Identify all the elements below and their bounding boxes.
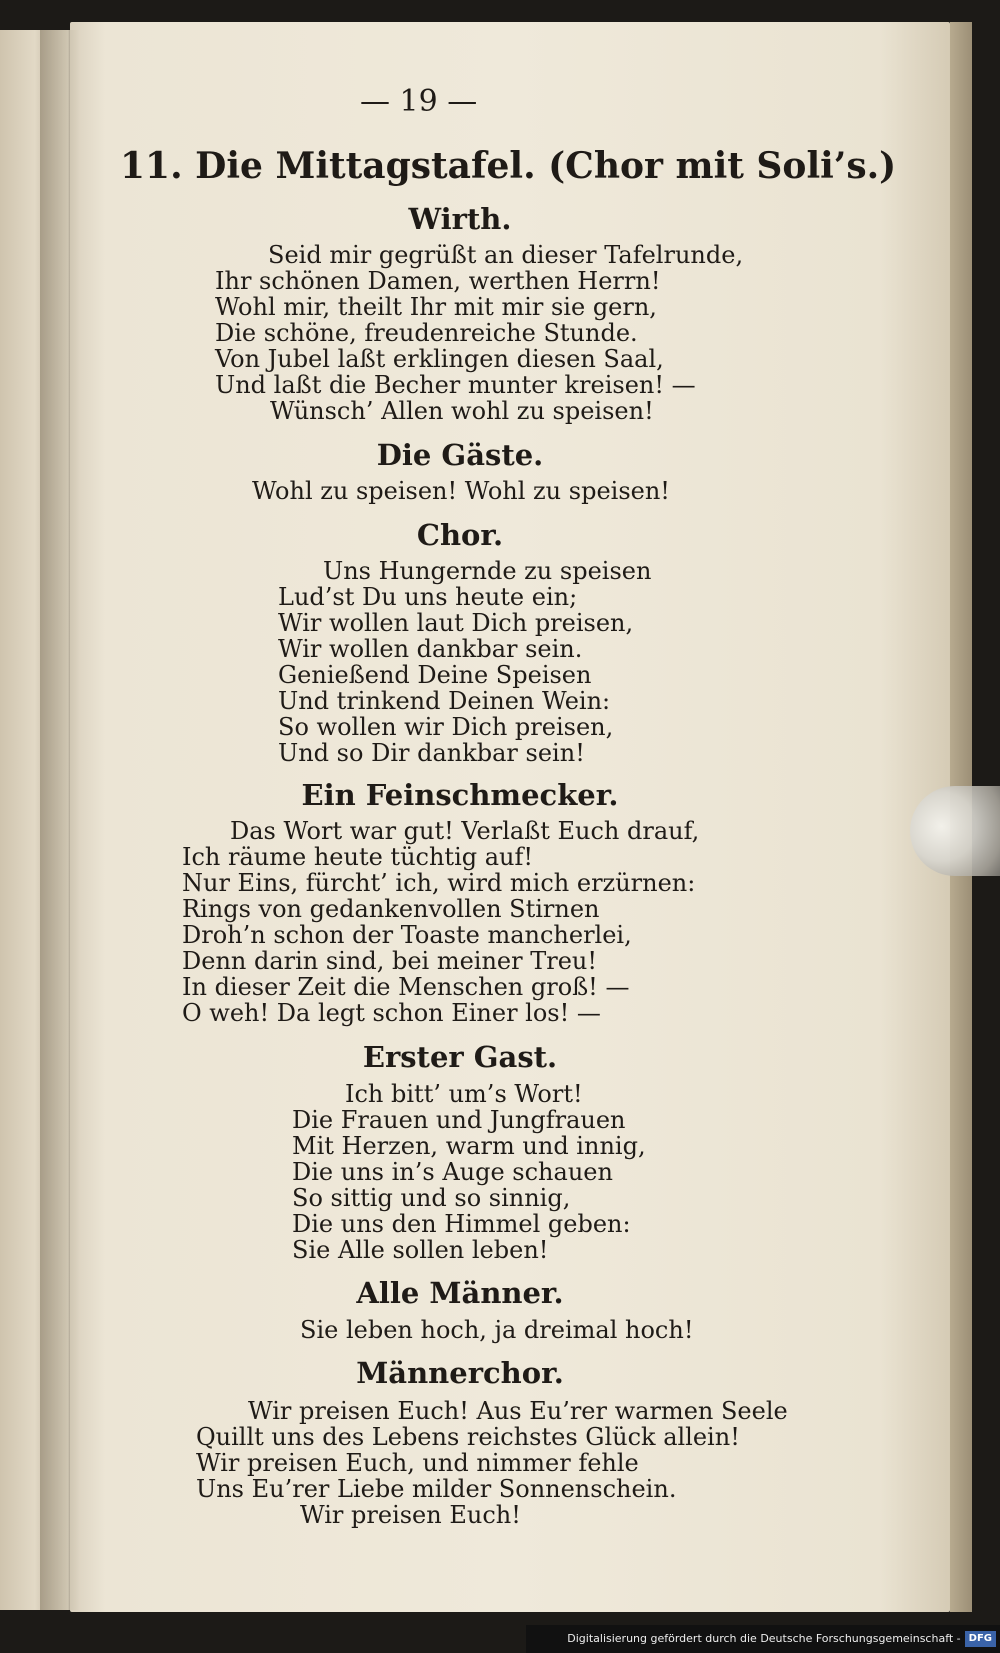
verse-line: Wohl zu speisen! Wohl zu speisen! xyxy=(252,477,670,505)
speaker-heading: Die Gäste. xyxy=(376,438,544,472)
verse-line: Wir preisen Euch! Aus Eu’rer warmen Seele xyxy=(248,1397,788,1425)
verse-line: Die uns in’s Auge schauen xyxy=(292,1158,613,1186)
verse-line: Sie leben hoch, ja dreimal hoch! xyxy=(300,1316,694,1344)
verse-line: Denn darin sind, bei meiner Treu! xyxy=(182,947,598,975)
verse-line: Wohl mir, theilt Ihr mit mir sie gern, xyxy=(215,293,657,321)
verse-line: So wollen wir Dich preisen, xyxy=(278,713,614,741)
verse-line: Und laßt die Becher munter kreisen! — xyxy=(215,371,696,399)
speaker-heading: Alle Männer. xyxy=(356,1276,564,1310)
verse-line: Das Wort war gut! Verlaßt Euch drauf, xyxy=(230,817,700,845)
verse-line: O weh! Da legt schon Einer los! — xyxy=(182,999,601,1027)
verse-line: Mit Herzen, warm und innig, xyxy=(292,1132,646,1160)
digitization-footer xyxy=(526,1625,1000,1653)
verse-line: Rings von gedankenvollen Stirnen xyxy=(182,895,600,923)
page-number: — 19 — xyxy=(360,84,478,119)
verse-line: Die uns den Himmel geben: xyxy=(292,1210,631,1238)
speaker-heading: Wirth. xyxy=(408,202,512,236)
speaker-heading: Erster Gast. xyxy=(362,1040,558,1074)
verse-line: Wir preisen Euch! xyxy=(300,1501,521,1529)
dfg-logo: DFG xyxy=(965,1631,996,1647)
verse-line: Wir wollen dankbar sein. xyxy=(278,635,583,663)
verse-line: Genießend Deine Speisen xyxy=(278,661,592,689)
verse-line: Uns Hungernde zu speisen xyxy=(323,557,652,585)
verse-line: Seid mir gegrüßt an dieser Tafelrunde, xyxy=(268,241,744,269)
verse-line: Die Frauen und Jungfrauen xyxy=(292,1106,626,1134)
song-title: 11. Die Mittagstafel. (Chor mit Soli’s.) xyxy=(120,145,897,187)
verse-line: Lud’st Du uns heute ein; xyxy=(278,583,578,611)
verse-line: So sittig und so sinnig, xyxy=(292,1184,571,1212)
speaker-heading: Ein Feinschmecker. xyxy=(301,778,619,812)
verse-line: Die schöne, freudenreiche Stunde. xyxy=(215,319,638,347)
verse-line: In dieser Zeit die Menschen groß! — xyxy=(182,973,630,1001)
verse-line: Und so Dir dankbar sein! xyxy=(278,739,585,767)
verse-line: Wir wollen laut Dich preisen, xyxy=(278,609,634,637)
footer-text: Digitalisierung gefördert durch die Deutsche Forschungsgemeinschaft - xyxy=(567,1632,961,1645)
verse-line: Von Jubel laßt erklingen diesen Saal, xyxy=(215,345,664,373)
verse-line: Sie Alle sollen leben! xyxy=(292,1236,549,1264)
verse-line: Und trinkend Deinen Wein: xyxy=(278,687,611,715)
verse-line: Ich räume heute tüchtig auf! xyxy=(182,843,534,871)
verse-line: Uns Eu’rer Liebe milder Sonnenschein. xyxy=(196,1475,677,1503)
verse-line: Nur Eins, fürcht’ ich, wird mich erzürnen: xyxy=(182,869,696,897)
verse-line: Wir preisen Euch, und nimmer fehle xyxy=(196,1449,639,1477)
verse-line: Quillt uns des Lebens reichstes Glück allein! xyxy=(196,1423,740,1451)
verse-line: Ihr schönen Damen, werthen Herrn! xyxy=(215,267,661,295)
speaker-heading: Chor. xyxy=(416,518,504,552)
verse-line: Droh’n schon der Toaste mancherlei, xyxy=(182,921,632,949)
speaker-heading: Männerchor. xyxy=(356,1356,564,1390)
verse-line: Ich bitt’ um’s Wort! xyxy=(345,1080,583,1108)
verse-line: Wünsch’ Allen wohl zu speisen! xyxy=(270,397,654,425)
